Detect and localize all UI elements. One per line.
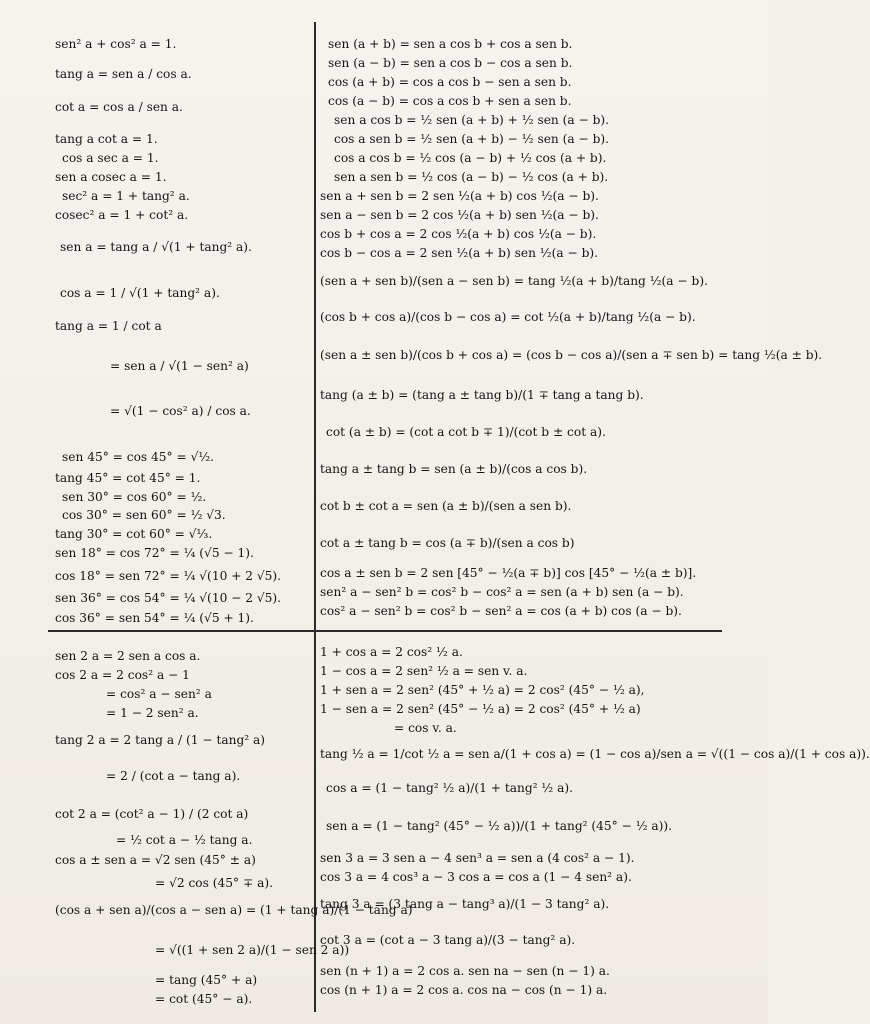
formula-line: (sen a + sen b)/(sen a − sen b) = tang ½(a + b)/tang ½(a − b).	[320, 274, 708, 288]
formula-line: (sen a ± sen b)/(cos b + cos a) = (cos b − cos a)/(sen a ∓ sen b) = tang ½(a ± b).	[320, 348, 823, 362]
formula-line: tang (a ± b) = (tang a ± tang b)/(1 ∓ tang a tang b).	[320, 388, 644, 402]
formula-line: cos² a − sen² b = cos² b − sen² a = cos (a + b) cos (a − b).	[320, 604, 682, 618]
formula-line: cos (a − b) = cos a cos b + sen a sen b.	[328, 94, 572, 108]
formula-line: cot 2 a = (cot² a − 1) / (2 cot a)	[55, 807, 249, 821]
top-right-formulas	[314, 0, 823, 632]
formula-line: = 2 / (cot a − tang a).	[106, 769, 241, 783]
formula-line: cos (a + b) = cos a cos b − sen a sen b.	[328, 75, 572, 89]
formula-line: tang 45° = cot 45° = 1.	[55, 471, 201, 485]
formula-line: sen 3 a = 3 sen a − 4 sen³ a = sen a (4 cos² a − 1).	[320, 851, 635, 865]
formula-line: cos 18° = sen 72° = ¼ √(10 + 2 √5).	[55, 569, 282, 583]
formula-line: sen a + sen b = 2 sen ½(a + b) cos ½(a − b).	[320, 189, 599, 203]
formula-line: tang 2 a = 2 tang a / (1 − tang² a)	[55, 733, 266, 747]
formula-line: sen (a + b) = sen a cos b + cos a sen b.	[328, 37, 573, 51]
formula-line: = cot (45° − a).	[155, 992, 253, 1006]
formula-line: sen a cos b = ½ sen (a + b) + ½ sen (a − b).	[334, 113, 610, 127]
formula-line: cos a sec a = 1.	[62, 151, 159, 165]
formula-line: cos b − cos a = 2 sen ½(a + b) sen ½(a − b).	[320, 246, 599, 260]
formula-line: cot b ± cot a = sen (a ± b)/(sen a sen b).	[320, 499, 572, 513]
formula-line: = 1 − 2 sen² a.	[106, 706, 199, 720]
formula-line: 1 + cos a = 2 cos² ½ a.	[320, 645, 463, 659]
formula-line: cos a cos b = ½ cos (a − b) + ½ cos (a + b).	[334, 151, 607, 165]
formula-line: cosec² a = 1 + cot² a.	[55, 208, 189, 222]
formula-line: sen a cosec a = 1.	[55, 170, 167, 184]
formula-line: sen² a + cos² a = 1.	[55, 37, 177, 51]
formula-line: sen 45° = cos 45° = √½.	[62, 450, 215, 464]
formula-line: sen a = (1 − tang² (45° − ½ a))/(1 + tang² (45° − ½ a)).	[326, 819, 673, 833]
formula-line: sec² a = 1 + tang² a.	[62, 189, 190, 203]
formula-line: (cos b + cos a)/(cos b − cos a) = cot ½(a + b)/tang ½(a − b).	[320, 310, 696, 324]
formula-line: cos b + cos a = 2 cos ½(a + b) cos ½(a − b).	[320, 227, 597, 241]
bottom-right-formulas	[314, 632, 870, 1024]
formula-line: sen 36° = cos 54° = ¼ √(10 − 2 √5).	[55, 591, 282, 605]
formula-line: cos a sen b = ½ sen (a + b) − ½ sen (a − b).	[334, 132, 610, 146]
formula-line: tang a = sen a / cos a.	[55, 67, 192, 81]
formula-line: cos a = (1 − tang² ½ a)/(1 + tang² ½ a).	[326, 781, 573, 795]
formula-line: tang 3 a = (3 tang a − tang³ a)/(1 − 3 tang² a).	[320, 897, 610, 911]
formula-line: sen (a − b) = sen a cos b − cos a sen b.	[328, 56, 573, 70]
formula-line: cos (n + 1) a = 2 cos a. cos na − cos (n − 1) a.	[320, 983, 608, 997]
formula-line: sen a − sen b = 2 cos ½(a + b) sen ½(a − b).	[320, 208, 599, 222]
top-left-formulas	[0, 0, 304, 632]
formula-line: 1 + sen a = 2 sen² (45° + ½ a) = 2 cos² (45° − ½ a),	[320, 683, 645, 697]
formula-line: tang a ± tang b = sen (a ± b)/(cos a cos b).	[320, 462, 588, 476]
formula-line: sen a sen b = ½ cos (a − b) − ½ cos (a + b).	[334, 170, 609, 184]
formula-line: sen 18° = cos 72° = ¼ (√5 − 1).	[55, 546, 254, 560]
formula-line: = tang (45° + a)	[155, 973, 258, 987]
formula-line: cot 3 a = (cot a − 3 tang a)/(3 − tang² a).	[320, 933, 576, 947]
formula-line: 1 − cos a = 2 sen² ½ a = sen v. a.	[320, 664, 528, 678]
formula-line: cos 2 a = 2 cos² a − 1	[55, 668, 190, 682]
formula-line: = sen a / √(1 − sen² a)	[110, 359, 249, 373]
formula-line: cos a ± sen b = 2 sen [45° − ½(a ∓ b)] cos [45° − ½(a ± b)].	[320, 566, 697, 580]
formula-line: tang ½ a = 1/cot ½ a = sen a/(1 + cos a) = (1 − cos a)/sen a = √((1 − cos a)/(1 + cos a)).	[320, 747, 870, 761]
formula-line: cos a = 1 / √(1 + tang² a).	[60, 286, 220, 300]
formula-line: sen² a − sen² b = cos² b − cos² a = sen (a + b) sen (a − b).	[320, 585, 684, 599]
formula-line: cot a = cos a / sen a.	[55, 100, 183, 114]
formula-line: 1 − sen a = 2 sen² (45° − ½ a) = 2 cos² (45° + ½ a)	[320, 702, 641, 716]
formula-line: = √((1 + sen 2 a)/(1 − sen 2 a))	[155, 943, 350, 957]
formula-line: tang a = 1 / cot a	[55, 319, 162, 333]
formula-line: sen (n + 1) a = 2 cos a. sen na − sen (n − 1) a.	[320, 964, 610, 978]
formula-line: = ½ cot a − ½ tang a.	[116, 833, 253, 847]
formula-line: cos 36° = sen 54° = ¼ (√5 + 1).	[55, 611, 254, 625]
formula-line: tang a cot a = 1.	[55, 132, 158, 146]
formula-line: tang 30° = cot 60° = √⅓.	[55, 527, 213, 541]
formula-line: = √2 cos (45° ∓ a).	[155, 876, 273, 890]
formula-line: sen 30° = cos 60° = ½.	[62, 490, 207, 504]
formula-line: cos a ± sen a = √2 sen (45° ± a)	[55, 853, 256, 867]
formula-line: cot (a ± b) = (cot a cot b ∓ 1)/(cot b ± cot a).	[326, 425, 606, 439]
formula-line: = √(1 − cos² a) / cos a.	[110, 404, 251, 418]
formula-line: sen 2 a = 2 sen a cos a.	[55, 649, 201, 663]
formula-line: cot a ± tang b = cos (a ∓ b)/(sen a cos b)	[320, 536, 575, 550]
formula-line: = cos² a − sen² a	[106, 687, 212, 701]
formula-line: (cos a + sen a)/(cos a − sen a) = (1 + tang a)/(1 − tang a)	[55, 903, 413, 917]
formula-line: cos 3 a = 4 cos³ a − 3 cos a = cos a (1 − 4 sen² a).	[320, 870, 632, 884]
formula-line: = cos v. a.	[394, 721, 457, 735]
formula-line: sen a = tang a / √(1 + tang² a).	[60, 240, 252, 254]
formula-line: cos 30° = sen 60° = ½ √3.	[62, 508, 226, 522]
